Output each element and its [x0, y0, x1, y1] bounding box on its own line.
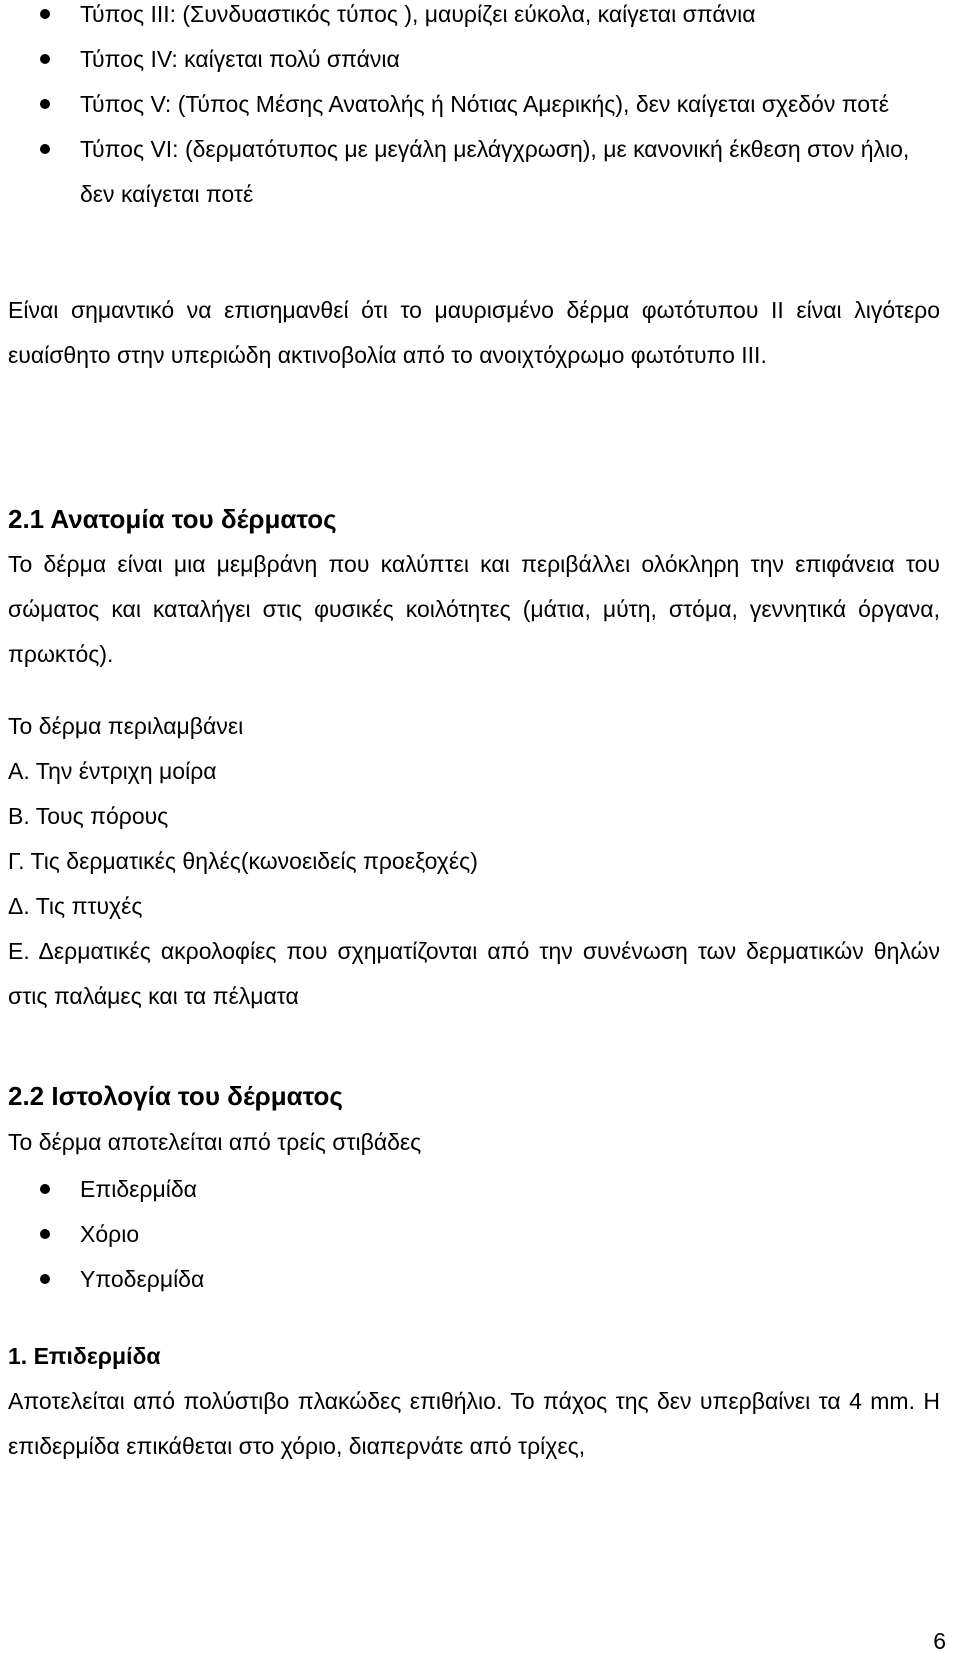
anatomy-paragraph: Το δέρμα είναι μια μεμβράνη που καλύπτει και περιβάλλει ολόκληρη την επιφάνεια του σώματος και καταλήγει στις φυσικές κοιλότητες (μάτια, μύτη, στόμα, γεννητικά όργανα, πρωκτός).: [8, 551, 940, 667]
phototype-note: Είναι σημαντικό να επισημανθεί ότι το μαυρισμένο δέρμα φωτότυπου ΙΙ είναι λιγότερο ευαίσθητο στην υπεριώδη ακτινοβολία από το ανοιχτόχρωμο φωτότυπο ΙΙΙ.: [8, 297, 940, 368]
histology-intro: Το δέρμα αποτελείται από τρείς στιβάδες: [8, 1129, 422, 1155]
epidermis-paragraph: Αποτελείται από πολύστιβο πλακώδες επιθήλιο. Το πάχος της δεν υπερβαίνει τα 4 mm. Η επιδερμίδα επικάθεται στο χόριο, διαπερνάτε από τρίχες,: [8, 1388, 940, 1459]
list-item: [0, 1212, 960, 1257]
bullet-icon: [40, 54, 50, 64]
list-item: Β. Τους πόρους: [8, 803, 169, 829]
list-item-text: Τύπος V: (Τύπος Μέσης Ανατολής ή Νότιας Αμερικής), δεν καίγεται σχεδόν ποτέ: [80, 91, 890, 117]
list-item: Α. Την έντριχη μοίρα: [8, 758, 217, 784]
list-item-text: Υποδερμίδα: [80, 1266, 205, 1292]
subsection-heading-epidermis: 1. Επιδερμίδα: [8, 1343, 161, 1369]
list-item: Δ. Τις πτυχές: [8, 893, 143, 919]
list-item: [0, 127, 960, 217]
bullet-icon: [40, 99, 50, 109]
layer-list: [0, 1167, 960, 1302]
list-item: Ε. Δερματικές ακρολοφίες που σχηματίζονται από την συνένωση των δερματικών θηλών στις παλάμες και τα πέλματα: [8, 938, 940, 1009]
bullet-icon: [40, 9, 50, 19]
list-item: [0, 82, 960, 127]
skin-type-list: [0, 0, 960, 217]
bullet-icon: [40, 1274, 50, 1284]
bullet-icon: [40, 144, 50, 154]
list-item: [0, 1257, 960, 1302]
bullet-icon: [40, 1184, 50, 1194]
list-item-text: Τύπος ΙV: καίγεται πολύ σπάνια: [80, 46, 400, 72]
list-item: Γ. Τις δερματικές θηλές(κωνοειδείς προεξοχές): [8, 848, 478, 874]
list-item-text: Τύπος VI: (δερματότυπος με μεγάλη μελάγχρωση), με κανονική έκθεση στον ήλιο, δεν καίγεται ποτέ: [80, 136, 910, 207]
list-item-text: Χόριο: [80, 1221, 140, 1247]
section-heading-anatomy: 2.1 Ανατομία του δέρματος: [8, 504, 337, 534]
list-item: [0, 0, 960, 37]
list-item: [0, 37, 960, 82]
list-item-text: Τύπος ΙΙΙ: (Συνδυαστικός τύπος ), μαυρίζει εύκολα, καίγεται σπάνια: [80, 1, 756, 27]
section-heading-histology: 2.2 Ιστολογία του δέρματος: [8, 1081, 343, 1111]
anatomy-item-list: [0, 749, 960, 1019]
list-item-text: Επιδερμίδα: [80, 1176, 197, 1202]
includes-label: Το δέρμα περιλαμβάνει: [8, 713, 244, 739]
bullet-icon: [40, 1229, 50, 1239]
page-number: 6: [933, 1628, 946, 1654]
list-item: [0, 1167, 960, 1212]
